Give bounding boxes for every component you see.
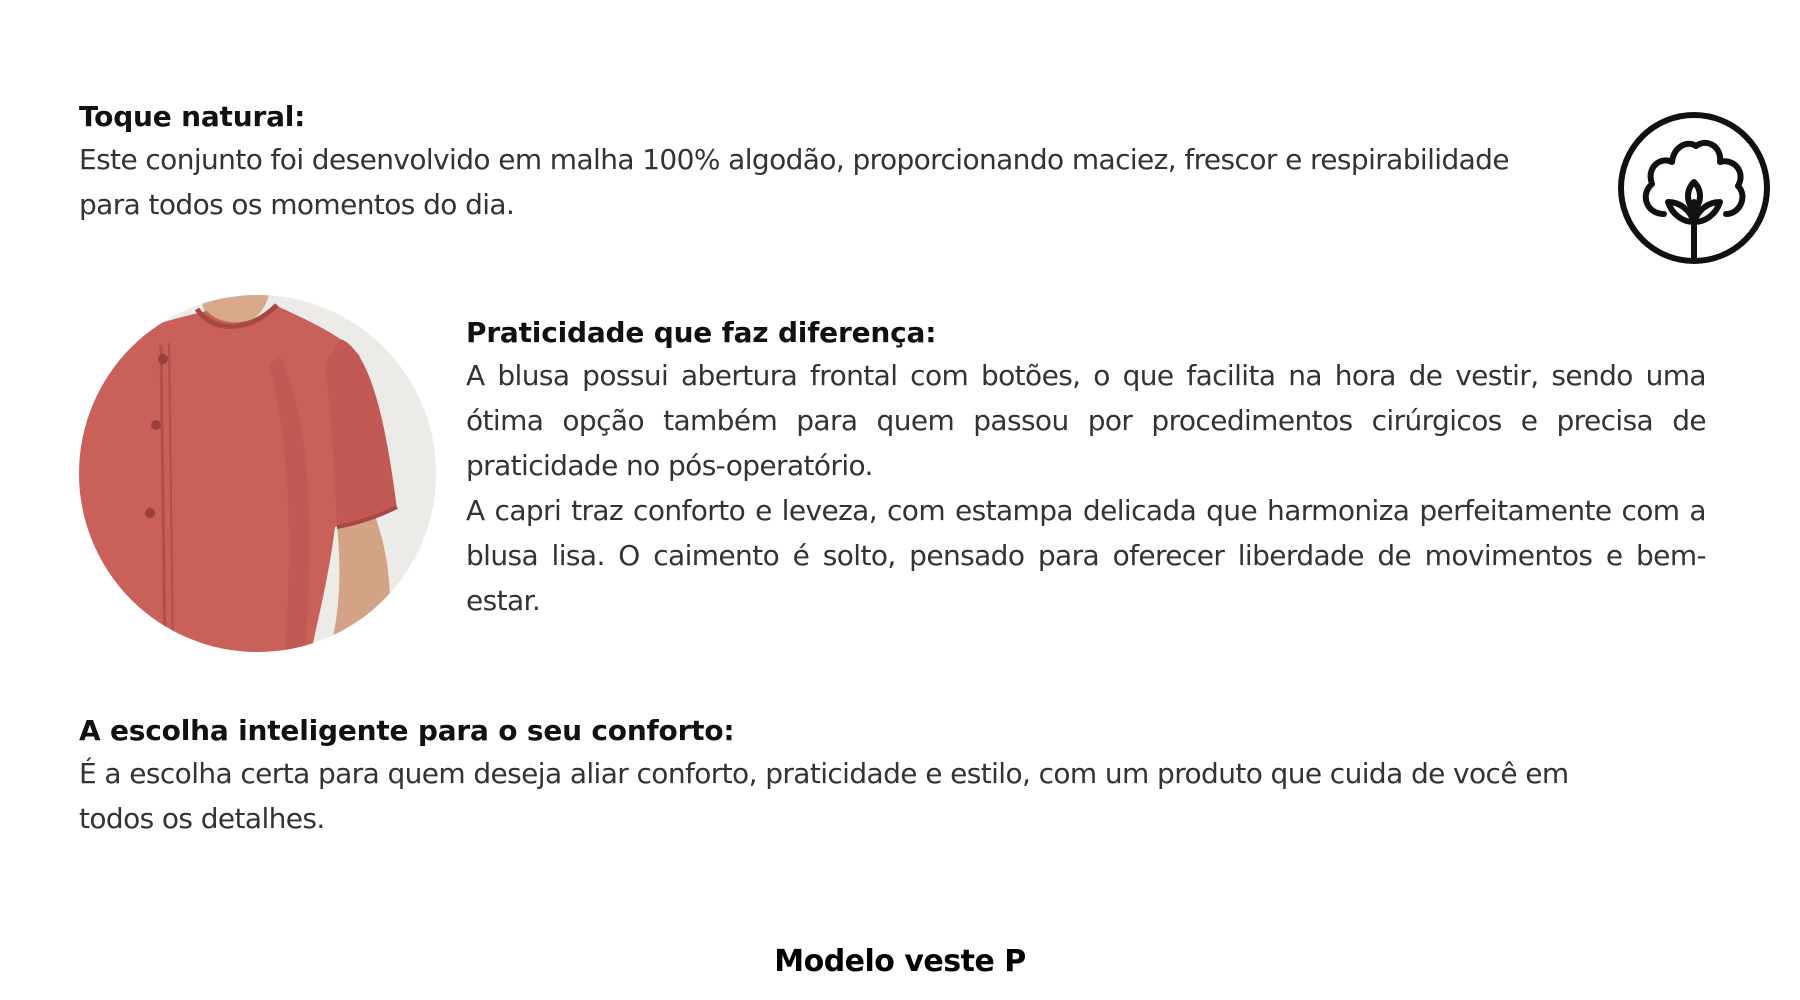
- natural-touch-title: Toque natural:: [79, 100, 306, 133]
- smart-choice-text: É a escolha certa para quem deseja aliar conforto, praticidade e estilo, com um produto que cuida de você em todos os detalhes.: [79, 757, 1569, 835]
- smart-choice-title: A escolha inteligente para o seu conforto:: [79, 714, 735, 747]
- practicality-paragraph-1: A blusa possui abertura frontal com botões, o que facilita na hora de vestir, sendo uma ótima opção também para quem passou por procedimentos cirúrgicos e precisa de praticidade no pós-operatório.: [466, 359, 1706, 482]
- cotton-flower-icon: [1616, 110, 1772, 266]
- natural-touch-section: [79, 97, 1539, 227]
- smart-choice-section: [79, 711, 1639, 841]
- natural-touch-text: Este conjunto foi desenvolvido em malha 100% algodão, proporcionando maciez, frescor e respirabilidade para todos os momentos do dia.: [79, 143, 1509, 221]
- product-photo: [79, 295, 436, 652]
- practicality-section: [466, 313, 1706, 623]
- model-size-note: Modelo veste P: [774, 944, 1026, 979]
- practicality-title: Praticidade que faz diferença:: [466, 316, 937, 349]
- practicality-paragraph-2: A capri traz conforto e leveza, com estampa delicada que harmoniza perfeitamente com a blusa lisa. O caimento é solto, pensado para oferecer liberdade de movimentos e bem-estar.: [466, 494, 1706, 617]
